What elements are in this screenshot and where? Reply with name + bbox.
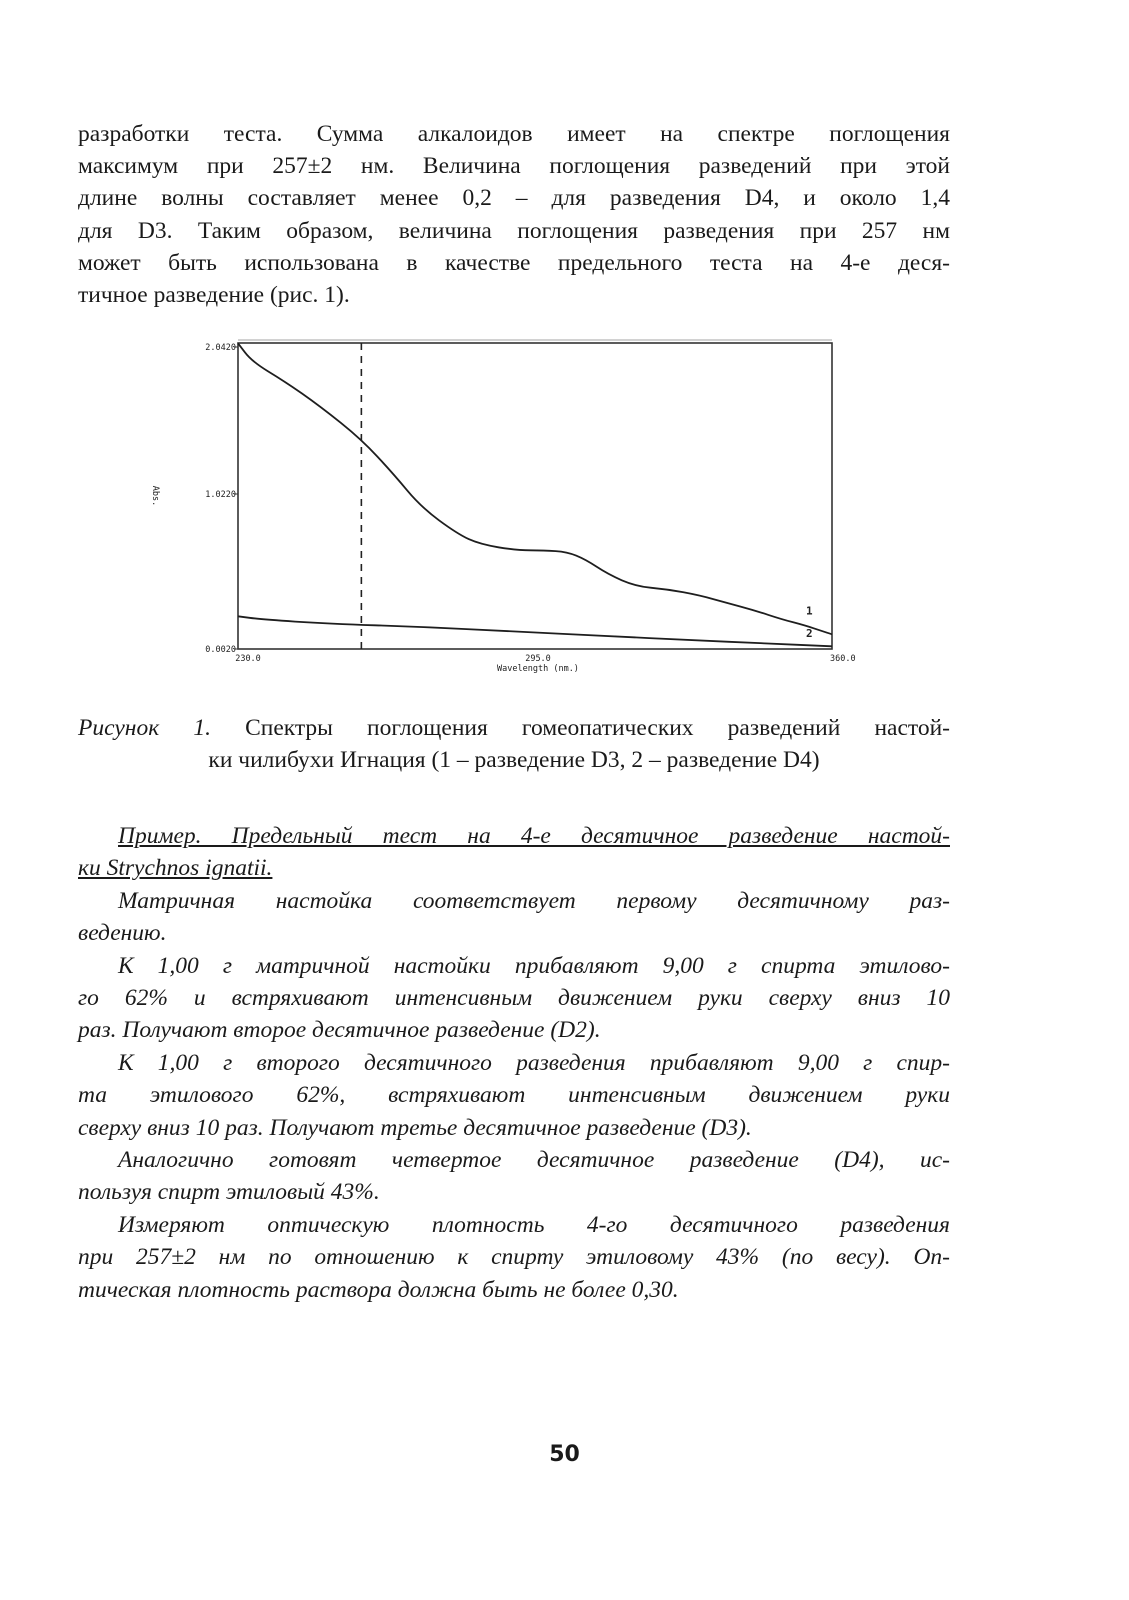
example-section [78,820,950,1306]
example-line: пользуя спирт этиловый 43%. [78,1179,380,1206]
figure-label: Рисунок 1. [78,715,211,741]
intro-line: для D3. Таким образом, величина поглощения разведения при 257 нм [78,217,950,244]
example-title-line: Пример. Предельный тест на 4-е десятичное разведение настой- [118,823,950,849]
example-line: К 1,00 г матричной настойки прибавляют 9,00 г спирта этилово- [118,952,950,979]
intro-line: тичное разведение (рис. 1). [78,282,350,309]
intro-line: максимум при 257±2 нм. Величина поглощения разведений при этой [78,153,950,180]
y-axis-label: Abs. [150,485,160,507]
y-tick-label: 0.0020 [205,645,236,655]
intro-line: может быть использована в качестве предельного теста на 4-е деся- [78,249,950,276]
caption-line-2: ки чилибухи Игнация (1 – разведение D3, 2 – разведение D4) [208,747,820,773]
x-tick-label: 230.0 [235,654,261,664]
example-line: Измеряют оптическую плотность 4-го десятичного разведения [118,1211,950,1238]
example-line: го 62% и встряхивают интенсивным движением руки сверху вниз 10 [78,985,950,1012]
series-1-line [238,343,832,634]
example-line: тическая плотность раствора должна быть не более 0,30. [78,1276,679,1303]
example-title-line: ки Strychnos ignatii. [78,855,273,882]
x-axis-label: Wavelength (nm.) [497,664,579,674]
intro-line: разработки теста. Сумма алкалоидов имеет на спектре поглощения [78,121,950,147]
x-tick-label: 295.0 [525,654,551,664]
example-line: К 1,00 г второго десятичного разведения прибавляют 9,00 г спир- [118,1049,950,1076]
x-tick-label: 360.0 [830,654,856,664]
caption-text-1: Спектры поглощения гомеопатических разведений настой- [245,715,950,741]
example-line: Аналогично готовят четвертое десятичное разведение (D4), ис- [118,1147,950,1174]
intro-paragraph [78,118,950,311]
example-line: та этилового 62%, встряхивают интенсивным движением руки [78,1082,950,1109]
series-2-line [238,616,832,646]
plot-frame [238,343,832,649]
series-2-label: 2 [806,626,813,640]
figure-caption [78,712,950,776]
absorption-spectrum-chart [135,335,870,695]
example-line: ведению. [78,920,167,947]
spectrum-figure [135,335,870,695]
page-number: 50 [549,1442,580,1467]
y-tick-label: 1.0220 [205,490,236,500]
example-line: Матричная настойка соответствует первому десятичному раз- [118,887,950,914]
example-line: сверху вниз 10 раз. Получают третье десятичное разведение (D3). [78,1114,752,1141]
y-tick-label: 2.0420 [205,343,236,353]
series-1-label: 1 [806,604,813,618]
example-line: раз. Получают второе десятичное разведение (D2). [78,1017,601,1044]
intro-line: длине волны составляет менее 0,2 – для разведения D4, и около 1,4 [78,185,950,212]
example-line: при 257±2 нм по отношению к спирту этиловому 43% (по весу). Оп- [78,1244,950,1271]
caption-line-1 [78,712,950,744]
